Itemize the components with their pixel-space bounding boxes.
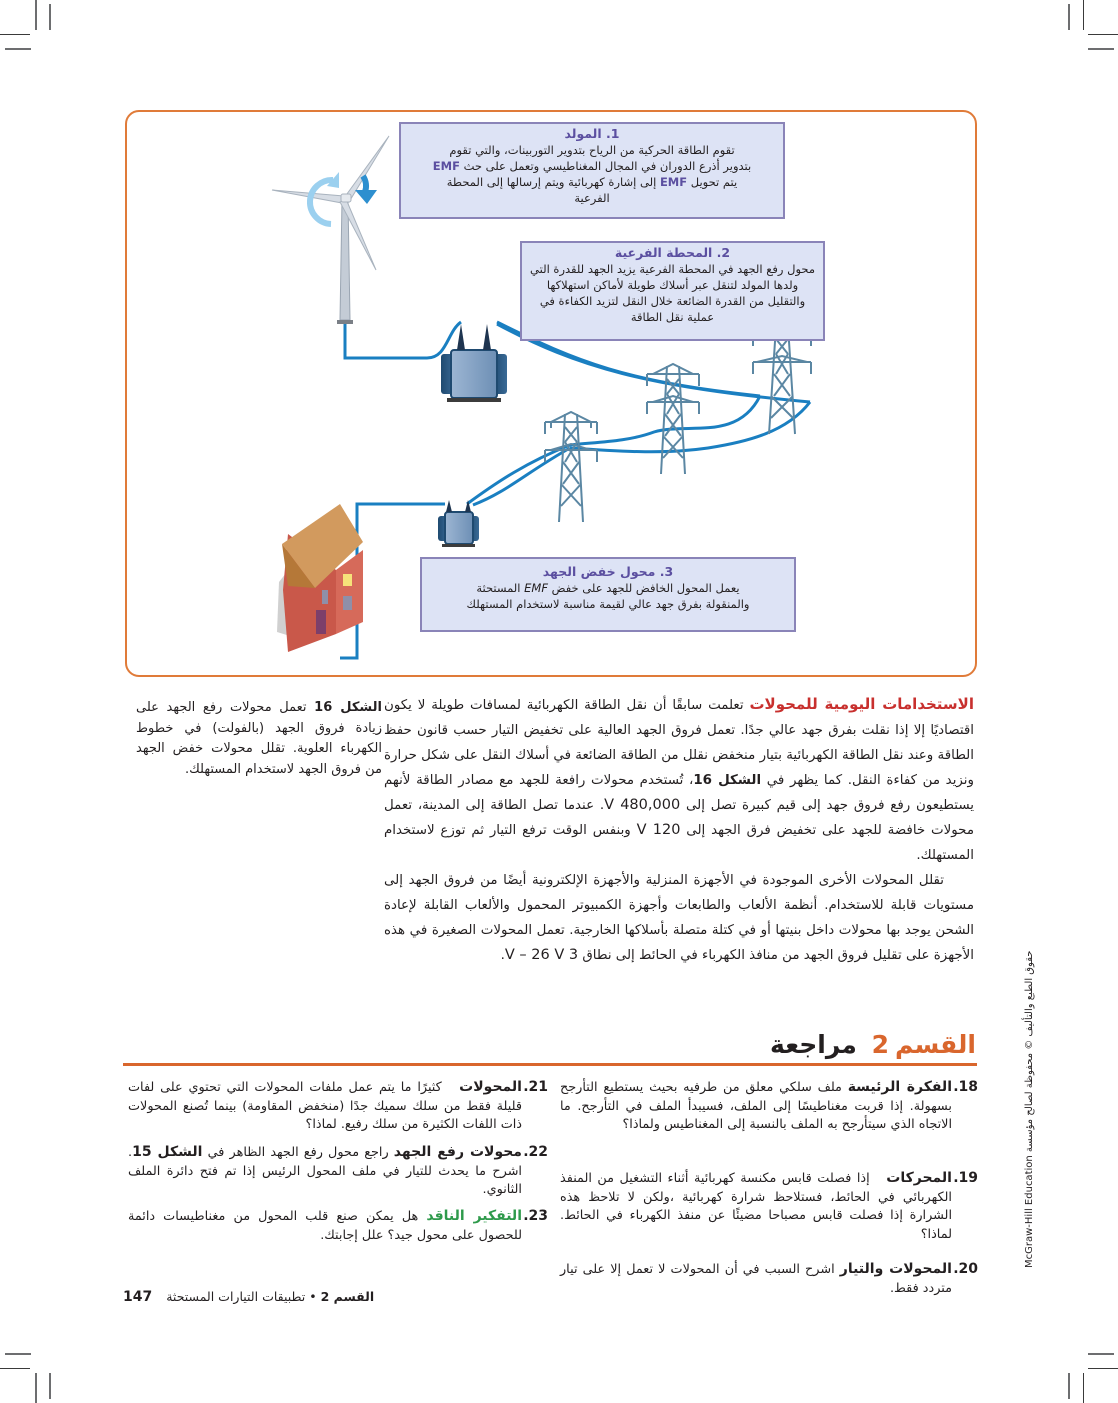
callout-title: 3. محول خفض الجهد	[542, 564, 674, 579]
review-question: 20. المحولات والتيار اشرح السبب في أن المحولات لا تعمل إلا على تيار متردد فقط.	[560, 1261, 978, 1296]
caption-text: تعمل محولات رفع الجهد على زيادة فروق الجهد (بالفولت) في خطوط الكهرباء العلوية. تقلل محولات خفض الجهد من فروق الجهد لاستخدام المستهلك.	[136, 700, 382, 777]
crop-mark	[35, 0, 37, 30]
review-question: 21. المحولات كثيرًا ما يتم عمل ملفات المحولات التي تحتوي على لفات قليلة فقط من سلك سميك جدًا (منخفض المقاومة) بينما تُصنع المحولات ذات اللفات الكثيرة من سلك رفيع. لماذا؟	[128, 1079, 548, 1132]
review-question: 18. الفكرة الرئيسة ملف سلكي معلق من طرفيه بحيث يستطيع التأرجح بسهولة. إذا قربت مغناطيسًا إلى الملف، فسيبدأ الملف في التأرجح. ما الاتجاه الذي سيتأرجح به الملف بالنسبة إلى المغناطيس ولماذا؟	[560, 1079, 978, 1132]
paragraph: الاستخدامات اليومية للمحولات تعلمت سابقًا أن نقل الطاقة الكهربائية لمسافات طويلة لا يكون اقتصاديًا إلا إذا نقلت بفرق جهد عالي جدًا. تعمل فروق الجهد العالية على تخفيض التيار حسب قانون حفظ الطاقة وعند نقل الطاقة الكهربائية بتيار منخفض نقلل من الطاقة الضائعة في أسلاك النقل على شكل حرارة ونزيد من كفاءة النقل. كما يظهر في الشكل 16، تُستخدم محولات رافعة للجهد مع مصادر الطاقة لأنهم يستطيعون رفع فروق جهد إلى قيم كبيرة تصل إلى 480,000 V. عندما تصل الطاقة إلى المدينة، تعمل محولات خافضة للجهد على تخفيض فرق الجهد إلى 120 V وبنفس الوقت ترفع التيار ثم توزع لاستخدام المستهلك.	[384, 695, 975, 863]
figure-caption	[136, 698, 382, 780]
section-review-heading: القسم2 مراجعة	[769, 1030, 976, 1059]
main-body-text	[384, 692, 974, 968]
callout-text: محول رفع الجهد في المحطة الفرعية يزيد الجهد للقدرة التي ولدها المولد لتنقل عبر أسلاك طويلة لأماكن استهلاكها والتقليل من القدرة الضائعة خلال النقل لتزيد الكفاءة في عملية نقل الطاقة	[530, 262, 815, 324]
crop-mark	[1068, 4, 1070, 30]
question-number: 22.	[523, 1144, 548, 1160]
voltage-range: 3 V – 26 V	[504, 947, 579, 963]
callout-title: 2. المحطة الفرعية	[614, 245, 731, 260]
crop-mark	[1088, 1368, 1118, 1369]
crop-mark	[1088, 1353, 1114, 1355]
voltage-value: 120 V	[636, 822, 681, 838]
review-question: 23. التفكير الناقد هل يمكن صنع قلب المحول من مغناطيسات دائمة للحصول على محول جيد؟ علل إجابتك.	[128, 1208, 548, 1243]
crop-mark	[1083, 1373, 1084, 1403]
crop-mark	[35, 1373, 37, 1403]
copyright-notice: حقوق الطبع والتأليف © محفوظة لصالح مؤسسة McGraw-Hill Education	[1024, 950, 1035, 1268]
question-keyword: المحركات	[886, 1170, 952, 1186]
transmission-towers	[545, 324, 811, 522]
crop-mark	[5, 48, 31, 50]
crop-mark	[5, 1353, 31, 1355]
crop-mark	[0, 1368, 30, 1369]
voltage-value: 480,000 V	[604, 797, 681, 813]
section-heading: الاستخدامات اليومية للمحولات	[749, 695, 974, 713]
figure-16-power-distribution	[125, 110, 977, 677]
callout-step-down-transformer	[420, 557, 796, 632]
review-question: 22. محولات رفع الجهد راجع محول رفع الجهد الظاهر في الشكل 15. اشرح ما يحدث للتيار في ملف المحول الرئيس إذا تم فتح دائرة الملف الثانوي.	[128, 1144, 548, 1197]
wind-turbine-icon	[272, 136, 389, 324]
crop-mark	[1088, 48, 1114, 50]
house-icon	[277, 504, 363, 652]
page-footer	[123, 1289, 374, 1305]
crop-mark	[49, 4, 51, 30]
figure-reference: الشكل 15	[132, 1144, 203, 1160]
footer-chapter: القسم 2 • تطبيقات التيارات المستحثة	[166, 1289, 375, 1304]
transmission-tower-icon	[545, 412, 597, 522]
question-number: 19.	[953, 1170, 978, 1186]
callout-text: يعمل المحول الخافض للجهد على خفض EMF المستحثة والمنقولة بفرق جهد عالي لقيمة مناسبة لاستخدام المستهلك	[466, 581, 750, 611]
page-number: 147	[123, 1289, 153, 1305]
step-down-transformer-icon	[438, 500, 479, 547]
crop-mark	[1088, 34, 1118, 35]
crop-mark	[1083, 0, 1084, 30]
review-question: 19. المحركات إذا فصلت قابس مكنسة كهربائية أثناء التشغيل من المنفذ الكهربائي في الحائط، فستلاحظ شرارة كهربائية ،ولكن لا تلاحظ هذه الشرارة إذا فصلت قابس مصباحا مضيئًا عن منفذ الكهرباء في الحائط. لماذا؟	[560, 1170, 978, 1242]
question-keyword: الفكرة الرئيسة	[847, 1079, 952, 1095]
callout-title: 1. المولد	[564, 126, 620, 141]
divider	[123, 1063, 977, 1066]
question-keyword: المحولات	[459, 1079, 522, 1095]
question-keyword: التفكير الناقد	[426, 1208, 522, 1224]
crop-mark	[49, 1373, 51, 1399]
question-number: 21.	[523, 1079, 548, 1095]
callout-generator	[399, 122, 785, 219]
crop-mark	[1068, 1373, 1070, 1399]
question-number: 20.	[953, 1261, 978, 1277]
question-keyword: محولات رفع الجهد	[393, 1144, 522, 1160]
figure-reference: الشكل 16	[693, 773, 762, 788]
crop-mark	[0, 34, 30, 35]
question-number: 23.	[523, 1208, 548, 1224]
footer-unit: القسم 2	[320, 1289, 375, 1304]
bullet-icon: •	[309, 1289, 317, 1304]
callout-substation	[520, 241, 825, 341]
paragraph: تقلل المحولات الأخرى الموجودة في الأجهزة المنزلية والأجهزة الإلكترونية أيضًا من فروق الجهد إلى مستويات قابلة للاستخدام. أنظمة الألعاب والطابعات وأجهزة الكمبيوتر المحمول والألعاب القابلة لإعادة الشحن يوجد بها محولات داخل بنيتها أو في كتلة متصلة بأسلاكها الخارجية. تعمل المحولات الصغيرة في هذه الأجهزة على تقليل فروق الجهد من منافذ الكهرباء في الحائط إلى نطاق 3 V – 26 V.	[384, 873, 974, 963]
question-keyword: المحولات والتيار	[839, 1261, 952, 1277]
figure-label: الشكل 16	[314, 700, 382, 715]
callout-text: تقوم الطاقة الحركية من الرياح بتدوير التوربينات، والتي تقوم بتدوير أذرع الدوران في المجال المغناطيسي وتعمل على حث EMF يتم تحويل EMF إلى إشارة كهربائية ويتم إرسالها إلى المحطة الفرعية	[432, 143, 752, 205]
question-number: 18.	[953, 1079, 978, 1095]
